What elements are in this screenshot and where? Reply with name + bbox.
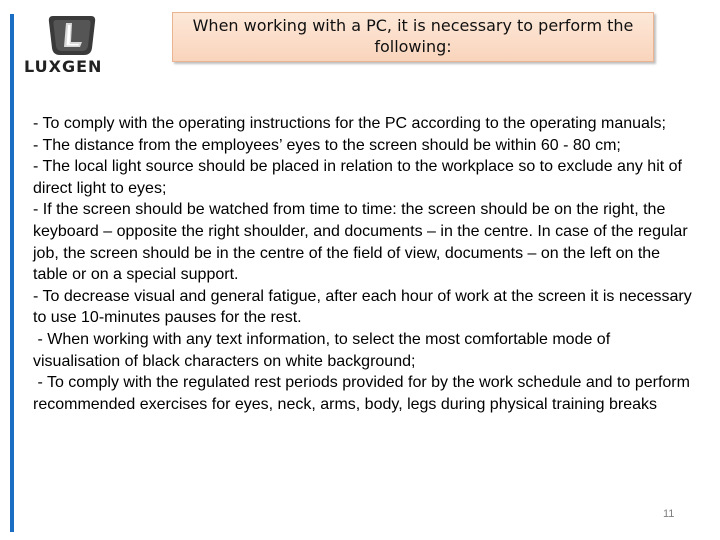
page-number: 11	[663, 508, 675, 520]
instructions-list	[33, 113, 695, 415]
instruction-item: - When working with any text information, to select the most comfortable mode of visualisation of black characters on white background;	[33, 330, 615, 370]
instruction-item: - To decrease visual and general fatigue, after each hour of work at the screen it is necessary to use 10-minutes pauses for the rest.	[33, 287, 697, 327]
logo-wordmark: LUXGEN	[24, 57, 103, 76]
left-accent-bar	[10, 14, 14, 532]
instruction-item: - The distance from the employees’ eyes to the screen should be within 60 - 80 cm;	[33, 136, 621, 154]
instruction-item: - The local light source should be placed in relation to the workplace so to exclude any hit of direct light to eyes;	[33, 158, 687, 197]
instruction-item: - If the screen should be watched from time to time: the screen should be on the right, the keyboard – opposite the right shoulder, and documents – in the centre. In case of the regular job, the screen should be in the centre of the field of view, documents – on the left on the table or on a special support.	[33, 201, 693, 284]
instruction-item: - To comply with the operating instructions for the PC according to the operating manuals;	[33, 115, 666, 132]
instruction-item: - To comply with the regulated rest periods provided for by the work schedule and to perform recommended exercises for eyes, neck, arms, body, legs during physical training breaks	[33, 374, 695, 413]
logo-emblem-icon	[22, 14, 122, 58]
slide-title: When working with a PC, it is necessary to perform the following:	[172, 12, 654, 62]
